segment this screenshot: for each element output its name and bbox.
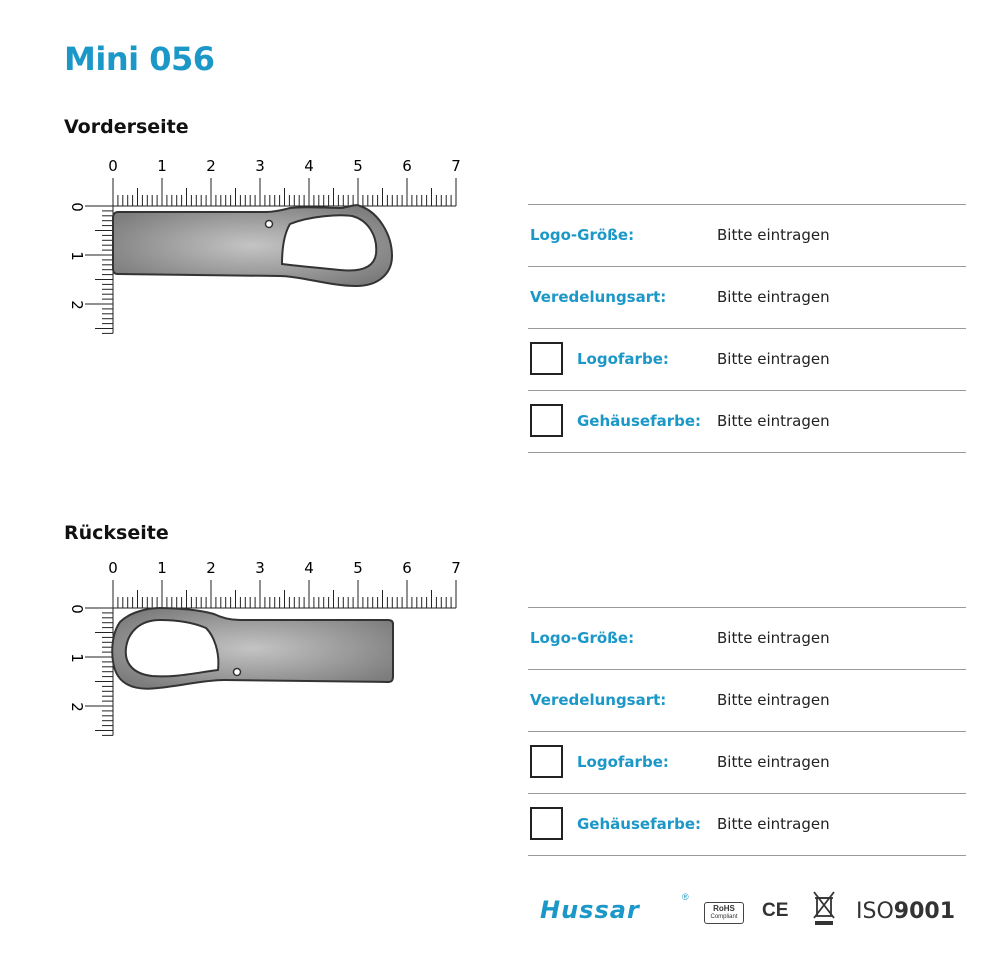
logo-color-swatch[interactable] [530,745,563,778]
rohs-badge [704,902,744,924]
back-h-label: 2 [206,559,216,577]
back-h-label: 1 [157,559,167,577]
ce-mark: CE [762,900,789,921]
back-h-label: 5 [353,559,363,577]
spec-label: Veredelungsart: [530,691,667,709]
back-ruler [0,552,480,742]
back-h-label: 3 [255,559,265,577]
logo-size-input[interactable]: Bitte eintragen [717,226,830,244]
spec-label: Gehäusefarbe: [577,815,702,833]
iso-badge [856,899,955,924]
rohs-line2: Compliant [710,914,738,920]
spec-label: Gehäusefarbe: [577,412,702,430]
front-ruler [0,150,480,340]
logo-size-input[interactable]: Bitte eintragen [717,629,830,647]
logo-color-input[interactable]: Bitte eintragen [717,753,830,771]
front-h-label: 5 [353,157,363,175]
spec-row-finishing [528,267,966,329]
back-h-label: 6 [402,559,412,577]
page-title: Mini 056 [64,40,215,78]
spec-row-housing-color [528,391,966,453]
front-h-label: 3 [255,157,265,175]
logo-color-swatch[interactable] [530,342,563,375]
finishing-input[interactable]: Bitte eintragen [717,288,830,306]
brand-logo: Hussar [540,896,640,924]
back-v-label: 0 [68,604,86,614]
front-heading: Vorderseite [64,116,189,138]
weee-bin-icon [812,890,836,926]
back-v-label: 1 [68,653,86,663]
back-spec-table [528,607,966,856]
front-h-label: 2 [206,157,216,175]
spec-label: Logo-Größe: [530,629,635,647]
back-h-label: 7 [451,559,461,577]
spec-row-logo-color [528,329,966,391]
front-v-label: 1 [68,251,86,261]
certification-footer [540,890,960,930]
front-h-label: 4 [304,157,314,175]
back-heading: Rückseite [64,522,169,544]
spec-label: Logofarbe: [577,350,669,368]
rohs-line1: RoHS [713,904,735,913]
front-h-label: 1 [157,157,167,175]
registered-mark: ® [682,892,689,902]
iso-prefix: ISO [856,899,894,924]
spec-label: Veredelungsart: [530,288,667,306]
front-h-label: 0 [108,157,118,175]
spec-row-finishing [528,670,966,732]
back-device-image [112,608,393,689]
front-h-label: 7 [451,157,461,175]
spec-row-logo-color [528,732,966,794]
back-h-label: 4 [304,559,314,577]
back-h-ticks [113,580,456,608]
front-v-label: 0 [68,202,86,212]
spec-label: Logo-Größe: [530,226,635,244]
back-v-ticks [85,608,113,735]
front-h-label: 6 [402,157,412,175]
housing-color-swatch[interactable] [530,807,563,840]
spec-label: Logofarbe: [577,753,669,771]
housing-color-swatch[interactable] [530,404,563,437]
spec-row-housing-color [528,794,966,856]
finishing-input[interactable]: Bitte eintragen [717,691,830,709]
housing-color-input[interactable]: Bitte eintragen [717,815,830,833]
front-v-ticks [85,206,113,333]
front-h-ticks [113,178,456,206]
front-v-label: 2 [68,300,86,310]
iso-number: 9001 [893,899,956,924]
front-spec-table [528,204,966,453]
back-h-label: 0 [108,559,118,577]
front-device-image [113,205,392,286]
spec-row-logo-size [528,608,966,670]
housing-color-input[interactable]: Bitte eintragen [717,412,830,430]
logo-color-input[interactable]: Bitte eintragen [717,350,830,368]
spec-row-logo-size [528,205,966,267]
back-v-label: 2 [68,702,86,712]
